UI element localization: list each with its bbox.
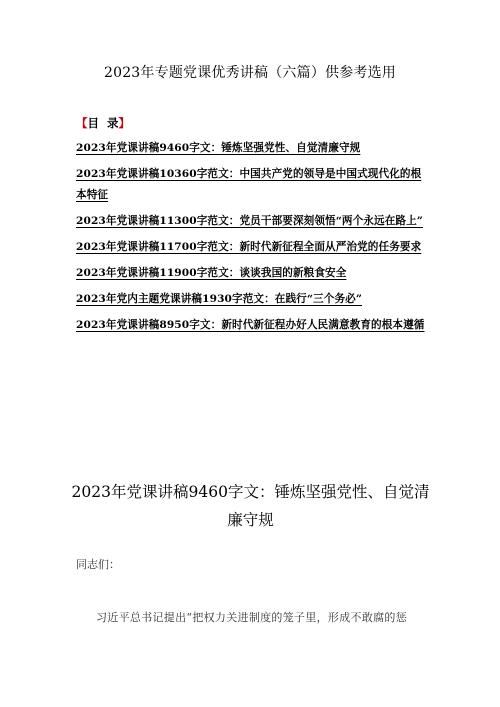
- section-title: 2023年党课讲稿9460字文：锤炼坚强党性、自觉清廉守规: [71, 483, 430, 529]
- toc-entry-2[interactable]: 2023年党课讲稿10360字范文：中国共产党的领导是中国式现代化的根本特征: [76, 168, 422, 201]
- toc-entry-5[interactable]: 2023年党课讲稿11900字范文：谈谈我国的新粮食安全: [76, 266, 347, 279]
- body-paragraph: 习近平总书记提出“把权力关进制度的笼子里，形成不敢腐的惩: [96, 611, 408, 624]
- toc-entry-4[interactable]: 2023年党课讲稿11700字范文：新时代新征程全面从严治党的任务要求: [76, 240, 422, 253]
- document-title: 2023年专题党课优秀讲稿（六篇）供参考选用: [103, 65, 397, 81]
- toc-heading-text: 目 录: [87, 116, 119, 130]
- salutation: 同志们：: [76, 558, 120, 571]
- toc-entry-7[interactable]: 2023年党课讲稿8950字文：新时代新征程办好人民满意教育的根本遵循: [76, 318, 425, 331]
- toc-entry-1[interactable]: 2023年党课讲稿9460字文：锤炼坚强党性、自觉清廉守规: [76, 142, 361, 154]
- toc-entry-6[interactable]: 2023年党内主题党课讲稿1930字范文：在践行“三个务必”: [76, 292, 363, 305]
- table-of-contents: [76, 138, 428, 341]
- toc-heading-bracket-open: 【: [76, 116, 88, 130]
- toc-heading: [76, 115, 130, 131]
- toc-heading-bracket-close: 】: [118, 116, 131, 130]
- toc-entry-3[interactable]: 2023年党课讲稿11300字范文：党员干部要深刻领悟“两个永远在路上”: [76, 214, 423, 227]
